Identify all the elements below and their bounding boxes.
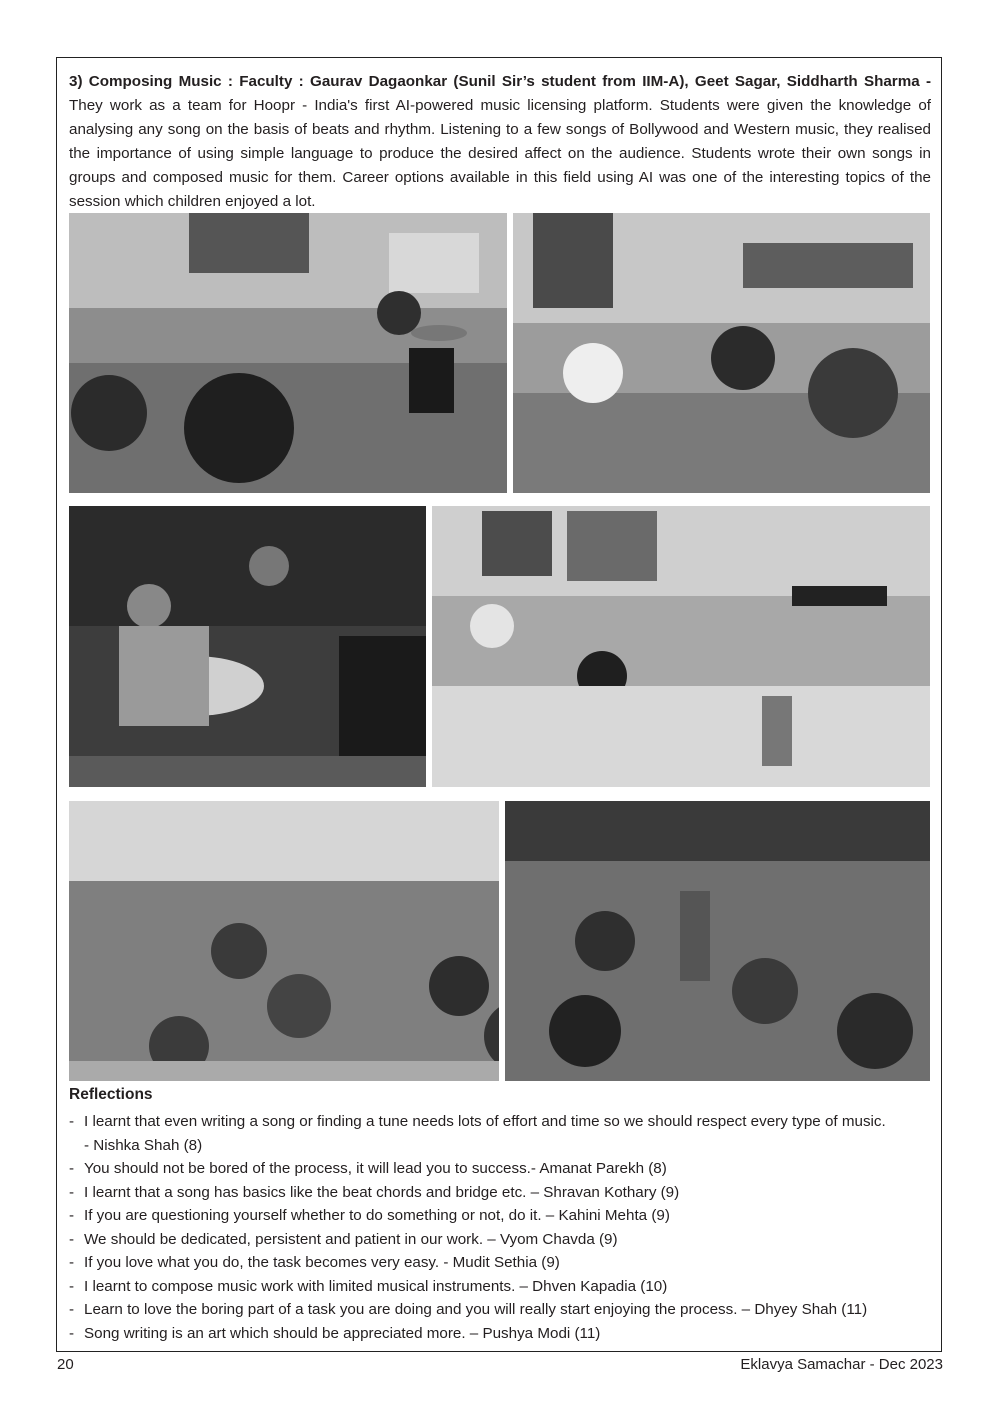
publication-name: Eklavya Samachar - Dec 2023 [740,1356,943,1373]
list-item: - If you are questioning yourself whether to do something or not, do it. – Kahini Mehta (9) [69,1204,931,1228]
list-item: - You should not be bored of the process, it will lead you to success.- Amanat Parekh (8) [69,1157,931,1181]
photo-students-guitar [69,506,426,787]
photo-classroom-keyboard [432,506,930,787]
list-item: - If you love what you do, the task becomes very easy. - Mudit Sethia (9) [69,1251,931,1275]
intro-body: They work as a team for Hoopr - India's first AI-powered music licensing platform. Students were given the knowledge of analysing any song on the basis of beats and rhythm. Listening to a few songs of Bollywood and Western music, they realised the importance of using simple language to produce the desired affect on the audience. Students wrote their own songs in groups and composed music for them. Career options available in this field using AI was one of the interesting topics of the session which children enjoyed a lot. [69,97,931,210]
photo-students-listening-right [505,801,930,1081]
page-number: 20 [57,1356,74,1373]
intro-heading: 3) Composing Music : Faculty : Gaurav Dagaonkar (Sunil Sir’s student from IIM-A), Geet Sagar, Siddharth Sharma - [69,73,931,90]
list-item: - We should be dedicated, persistent and patient in our work. – Vyom Chavda (9) [69,1228,931,1252]
list-item: - I learnt that a song has basics like the beat chords and bridge etc. – Shravan Kothary (9) [69,1181,931,1205]
list-item: - I learnt to compose music work with limited musical instruments. – Dhven Kapadia (10) [69,1275,931,1299]
photo-students-listening-left [69,801,499,1081]
list-item: - Song writing is an art which should be appreciated more. – Pushya Modi (11) [69,1322,931,1346]
intro-paragraph [69,70,931,214]
photo-band-performance [69,213,507,493]
reflections-title: Reflections [69,1086,153,1103]
photo-guitar-session [513,213,930,493]
list-item: - Learn to love the boring part of a task you are doing and you will really start enjoying the process. – Dhyey Shah (11) [69,1298,931,1322]
reflection-author: - Nishka Shah (8) [84,1136,203,1154]
reflections-list [69,1110,931,1345]
list-item: - I learnt that even writing a song or finding a tune needs lots of effort and time so we should respect every type of music. - Nishka Shah (8) [69,1110,931,1157]
